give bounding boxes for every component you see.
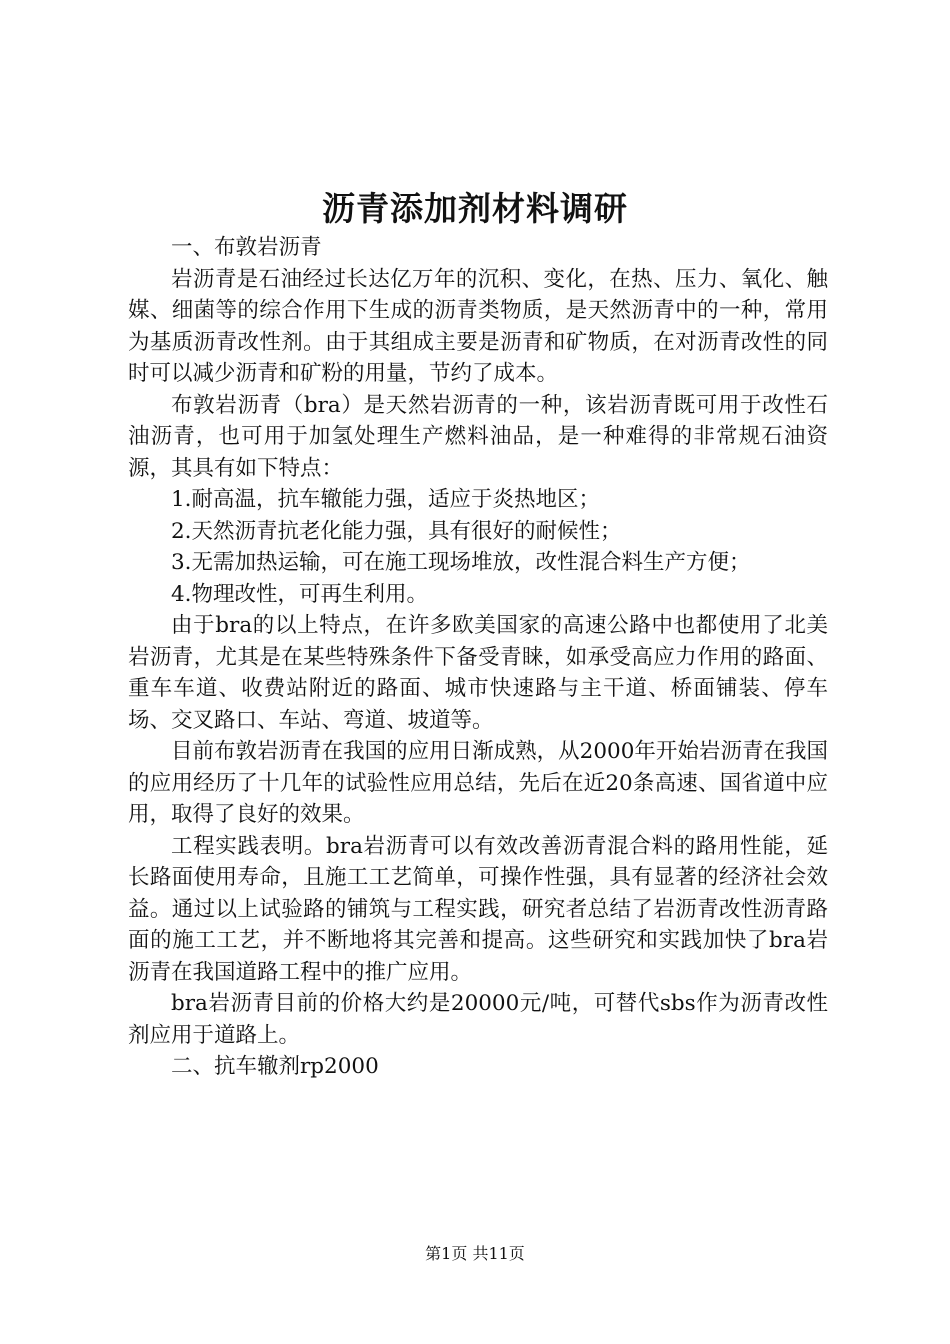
paragraph: bra岩沥青目前的价格大约是20000元/吨，可替代sbs作为沥青改性剂应用于道路上。 <box>128 991 828 1048</box>
list-item: 2.天然沥青抗老化能力强，具有很好的耐候性； <box>171 518 622 544</box>
page-footer: 第1页 共11页 <box>425 1244 525 1263</box>
section-heading-2: 二、抗车辙剂rp2000 <box>171 1054 379 1079</box>
document-body <box>128 232 828 1083</box>
paragraph: 布敦岩沥青（bra）是天然岩沥青的一种，该岩沥青既可用于改性石油沥青，也可用于加氢处理生产燃料油品，是一种难得的非常规石油资源，其具有如下特点： <box>128 392 828 481</box>
list-item: 1.耐高温，抗车辙能力强，适应于炎热地区； <box>171 487 601 512</box>
paragraph: 目前布敦岩沥青在我国的应用日渐成熟，从2000年开始岩沥青在我国的应用经历了十几年的试验性应用总结，先后在近20条高速、国省道中应用，取得了良好的效果。 <box>128 739 828 827</box>
paragraph: 岩沥青是石油经过长达亿万年的沉积、变化，在热、压力、氧化、触媒、细菌等的综合作用下生成的沥青类物质，是天然沥青中的一种，常用为基质沥青改性剂。由于其组成主要是沥青和矿物质，在对沥青改性的同时可以减少沥青和矿粉的用量，节约了成本。 <box>128 266 828 386</box>
list-item: 3.无需加热运输，可在施工现场堆放，改性混合料生产方便； <box>171 550 751 575</box>
paragraph: 工程实践表明。bra岩沥青可以有效改善沥青混合料的路用性能，延长路面使用寿命，且施工工艺简单，可操作性强，具有显著的经济社会效益。通过以上试验路的铺筑与工程实践，研究者总结了岩沥青改性沥青路面的施工工艺，并不断地将其完善和提高。这些研究和实践加快了bra岩沥青在我国道路工程中的推广应用。 <box>128 833 828 985</box>
paragraph: 由于bra的以上特点，在许多欧美国家的高速公路中也都使用了北美岩沥青，尤其是在某些特殊条件下备受青睐，如承受高应力作用的路面、重车车道、收费站附近的路面、城市快速路与主干道、桥面铺装、停车场、交叉路口、车站、弯道、坡道等。 <box>128 613 828 733</box>
document-title: 沥青添加剂材料调研 <box>322 189 628 228</box>
list-item: 4.物理改性，可再生利用。 <box>171 581 429 607</box>
section-heading-1: 一、布敦岩沥青 <box>171 235 322 260</box>
